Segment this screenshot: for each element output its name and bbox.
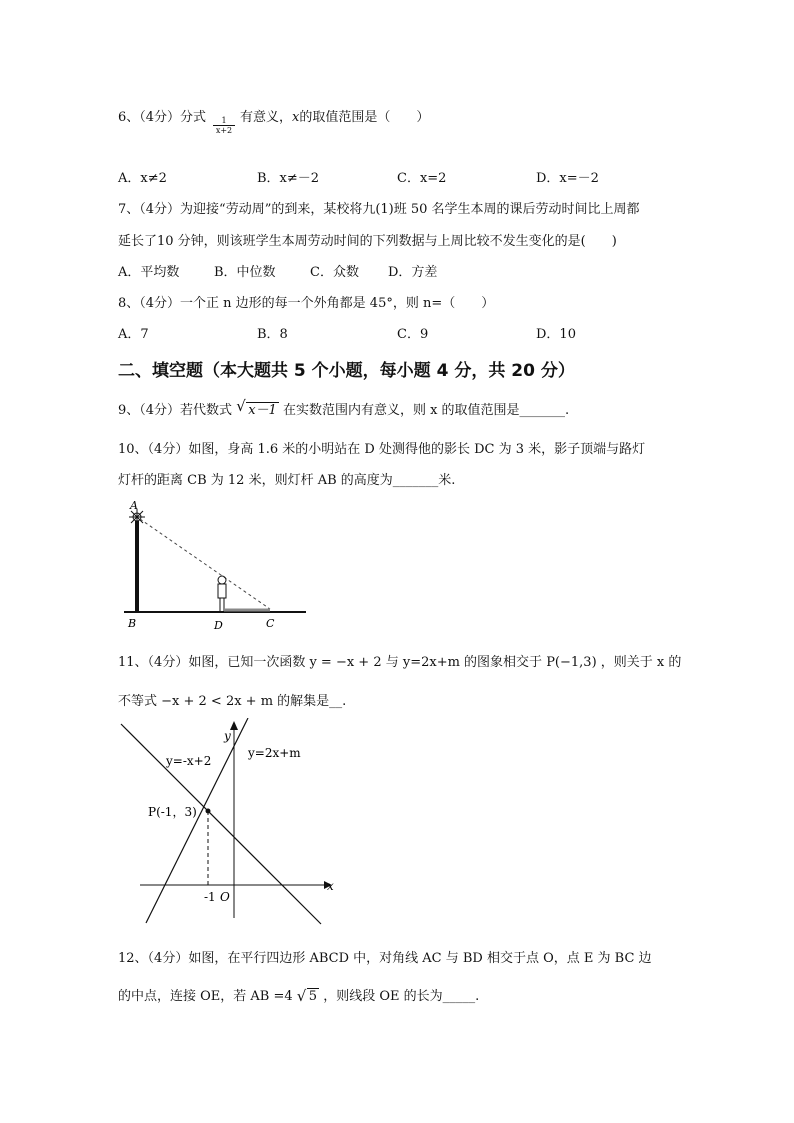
q6-stem-b: 有意义，: [240, 110, 293, 125]
q10-line2: 灯杆的距离 CB 为 12 米，则灯杆 AB 的高度为_______米.: [118, 473, 456, 488]
q9-stem-a: 9、（4分）若代数式: [118, 403, 233, 418]
label-a: A: [130, 499, 138, 512]
q7-option-c[interactable]: C．众数: [310, 265, 359, 280]
q11-line1: 11、（4分）如图，已知一次函数 y = −x + 2 与 y=2x+m 的图象相交于 P(−1,3) ，则关于 x 的: [118, 655, 682, 670]
q6-option-c[interactable]: C．x=2: [397, 171, 447, 186]
person-icon: [218, 576, 226, 612]
q9-sqrt: √ x－1: [236, 397, 277, 418]
label-d: D: [214, 619, 223, 632]
q8-stem: 8、（4分）一个正 n 边形的每一个外角都是 45°，则 n=（ ）: [118, 296, 495, 311]
label-line-neg-x-plus-2: y=-x+2: [166, 754, 212, 768]
q6-option-b[interactable]: B．x≠－2: [257, 171, 320, 186]
q6-fraction-numerator: 1: [221, 116, 227, 125]
q7-option-d[interactable]: D．方差: [388, 265, 438, 280]
section-2-title: 二、填空题（本大题共 5 个小题，每小题 4 分，共 20 分）: [118, 361, 575, 381]
q11-line2: 不等式 −x + 2 < 2x + m 的解集是__.: [118, 694, 347, 709]
q9-radicand: x－1: [248, 403, 277, 418]
label-b: B: [128, 617, 137, 630]
light-ray: [140, 519, 270, 609]
q12-line2-b: ，则线段 OE 的长为_____.: [323, 989, 480, 1004]
q12-line2-a: 的中点，连接 OE，若 AB =4: [118, 989, 293, 1004]
q6-stem: [118, 106, 206, 125]
label-y-axis: y: [224, 729, 231, 743]
q6-stem-c: 的取值范围是（ ）: [299, 110, 430, 125]
label-origin: O: [220, 890, 230, 904]
q8-option-b[interactable]: B．8: [257, 327, 288, 342]
q8-option-d[interactable]: D．10: [536, 327, 576, 342]
q8-option-c[interactable]: C．9: [397, 327, 429, 342]
q10-line1: 10、（4分）如图，身高 1.6 米的小明站在 D 处测得他的影长 DC 为 3 米，影子顶端与路灯: [118, 442, 646, 457]
q11-graph: [118, 718, 343, 928]
q6-option-d[interactable]: D．x=－2: [536, 171, 599, 186]
label-c: C: [266, 617, 275, 630]
q12-radicand: 5: [308, 989, 318, 1004]
q12-sqrt: √ 5: [296, 987, 318, 1005]
q7-option-b[interactable]: B．中位数: [214, 265, 276, 280]
q8-option-a[interactable]: A．7: [118, 327, 149, 342]
q12-line1: 12、（4分）如图，在平行四边形 ABCD 中，对角线 AC 与 BD 相交于点 O，点 E 为 BC 边: [118, 951, 652, 966]
y-axis-arrow-icon: [230, 721, 238, 730]
q10-figure: [118, 495, 318, 635]
q9-stem: [118, 399, 569, 418]
q7-line1: 7、（4分）为迎接“劳动周”的到来，某校将九(1)班 50 名学生本周的课后劳动时间比上周都: [118, 202, 640, 217]
label-point-p: P(-1，3): [148, 805, 197, 819]
q6-option-a[interactable]: A．x≠2: [118, 171, 167, 186]
q6-stem-a: 6、（4分）分式: [118, 110, 207, 125]
q6-fraction: [211, 116, 237, 135]
q6-stem-rest: [240, 106, 429, 125]
q12-line2: [118, 985, 479, 1004]
q7-option-a[interactable]: A．平均数: [118, 265, 180, 280]
label-x-axis: x: [327, 879, 334, 893]
q7-line2: 延长了10 分钟，则该班学生本周劳动时间的下列数据与上周比较不发生变化的是( ): [118, 234, 617, 249]
label-line-2x-plus-m: y=2x+m: [248, 746, 301, 760]
line-2x-plus-m: [146, 718, 248, 923]
q6-fraction-denominator: x+2: [215, 126, 233, 135]
label-neg-1: -1: [204, 890, 216, 904]
q9-stem-b: 在实数范围内有意义，则 x 的取值范围是_______.: [282, 403, 570, 418]
q6-var-x: x: [292, 110, 300, 125]
